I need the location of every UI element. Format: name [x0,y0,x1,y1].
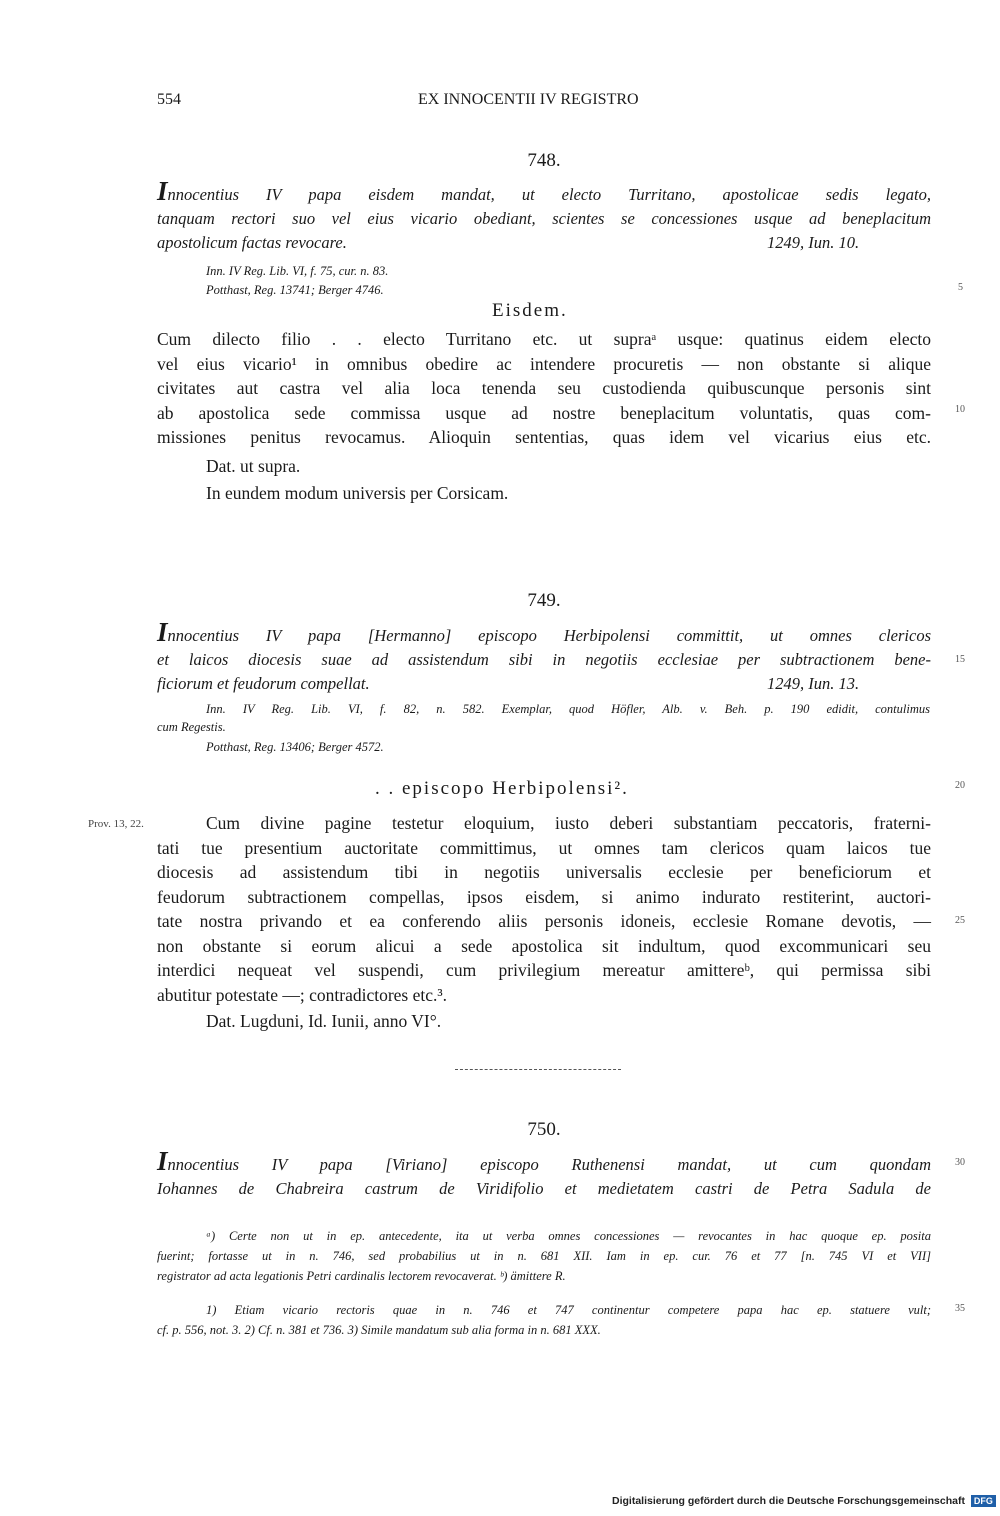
text-line: ab apostolica sede commissa usque ad nostre beneplacitum voluntatis, quas com- [157,402,931,423]
summary-line: et laicos diocesis suae ad assistendum sibi in negotiis ecclesiae per subtractionem bene- [157,650,931,669]
dating-clause: Dat. ut supra. [206,456,301,476]
summary-750 [157,1148,931,1201]
line-number: 25 [955,915,965,926]
summary-line: apostolicum factas revocare. [157,233,347,252]
line-number: 30 [955,1157,965,1168]
page-number: 554 [157,91,181,108]
summary-749 [157,619,931,696]
eundem-clause: In eundem modum universis per Corsicam. [206,483,509,503]
line-number: 20 [955,780,965,791]
summary-748 [157,178,931,255]
text-line: vel eius vicario¹ in omnibus obedire ac intendere procuretis — non obstante si alique [157,353,931,374]
funding-note [612,1495,996,1507]
footnote-line: fuerint; fortasse ut in n. 746, sed probabilius ut in n. 681 XII. Iam in ep. cur. 76 et 77 [n. 745 VI et VII] [157,1249,931,1263]
summary-line: nnocentius IV papa [Hermanno] episcopo Herbipolensi committit, ut omnes clericos [167,626,931,645]
text-line: non obstante si eorum alicui a sede apostolica sit indultum, quod excommunicari seu [157,935,931,956]
document-number-750: 750. [527,1119,561,1140]
document-number-748: 748. [527,150,561,171]
summary-line: ficiorum et feudorum compellat. [157,674,370,693]
text-line: feudorum subtractionem compellas, ipsos eisdem, si animo indurato restiterint, auctori- [157,886,931,907]
source-line: cum Regestis. [157,720,226,734]
summary-initial: I [157,176,168,206]
document-date: 1249, Iun. 10. [767,233,860,252]
marginal-reference: Prov. 13, 22. [88,818,144,830]
address-line: Eisdem. [492,300,568,321]
document-number-749: 749. [527,590,561,611]
address-line: . . episcopo Herbipolensi². [375,778,629,799]
text-line: interdici nequeat vel suspendi, cum privilegium mereatur amittereᵇ, qui permissa sibi [157,960,931,980]
text-line: tate nostra privando et ea conferendo aliis personis idoneis, ecclesie Romane devotis, — [157,911,931,931]
dfg-logo: DFG [971,1495,996,1507]
document-text-748 [157,327,931,450]
footnote-line: registrator ad acta legationis Petri cardinalis lectorem revocaverat. ᵇ) ämittere R. [157,1269,566,1283]
footnotes-letters [157,1226,931,1286]
source-line: Potthast, Reg. 13741; Berger 4746. [206,283,384,297]
summary-line: nnocentius IV papa eisdem mandat, ut electo Turritano, apostolicae sedis legato, [167,185,931,204]
summary-initial: I [157,1146,168,1176]
line-number: 5 [958,282,963,293]
footnotes-numbers [157,1300,931,1340]
text-line: Cum divine pagine testetur eloquium, iusto deberi substantiam peccatoris, fraterni- [206,813,931,833]
source-line: Inn. IV Reg. Lib. VI, f. 75, cur. n. 83. [206,264,389,278]
text-line: abutitur potestate —; contradictores etc.³. [157,984,448,1005]
text-line: tati tue presentium auctoritate committimus, ut omnes tam clericos quam laicos tue [157,837,931,858]
running-title: EX INNOCENTII IV REGISTRO [418,91,639,108]
document-text-749 [157,811,931,1007]
funding-text: Digitalisierung gefördert durch die Deutsche Forschungsgemeinschaft [612,1495,965,1507]
summary-line: Iohannes de Chabreira castrum de Viridifolio et medietatem castri de Petra Sadula de [157,1179,931,1198]
summary-line: tanquam rectori suo vel eius vicario obediant, scientes se concessiones usque ad beneplacitum [157,209,931,228]
text-line: Cum dilecto filio . . electo Turritano etc. ut supraᵃ usque: quatinus eidem electo [157,329,931,349]
line-number: 15 [955,654,965,665]
footnote-line: cf. p. 556, not. 3. 2) Cf. n. 381 et 736. 3) Simile mandatum sub alia forma in n. 681 XXX. [157,1323,601,1337]
source-line: Potthast, Reg. 13406; Berger 4572. [206,740,384,754]
summary-initial: I [157,617,168,647]
line-number: 35 [955,1303,965,1314]
text-line: missiones penitus revocamus. Alioquin sententias, quas idem vel vicarius eius etc. [157,427,931,447]
summary-line: nnocentius IV papa [Viriano] episcopo Ruthenensi mandat, ut cum quondam [167,1155,931,1174]
footnote-line: ᵃ) Certe non ut in ep. antecedente, ita ut verba omnes concessiones — revocantes in hac quoque ep. posita [206,1229,931,1243]
line-number: 10 [955,404,965,415]
dating-clause: Dat. Lugduni, Id. Iunii, anno VI°. [206,1011,442,1031]
source-line: Inn. IV Reg. Lib. VI, f. 82, n. 582. Exemplar, quod Höfler, Alb. v. Beh. p. 190 edidit, contulimus [206,702,930,716]
footnote-line: 1) Etiam vicario rectoris quae in n. 746 et 747 continentur competere papa hac ep. statuere vult; [206,1303,931,1317]
text-line: diocesis ad assistendum tibi in negotiis universalis ecclesie per beneficiorum et [157,862,931,882]
document-date: 1249, Iun. 13. [767,674,860,693]
section-divider [455,1069,621,1070]
text-line: civitates aut castra vel alia loca tenenda seu custodienda quibuscunque personis sint [157,378,931,398]
